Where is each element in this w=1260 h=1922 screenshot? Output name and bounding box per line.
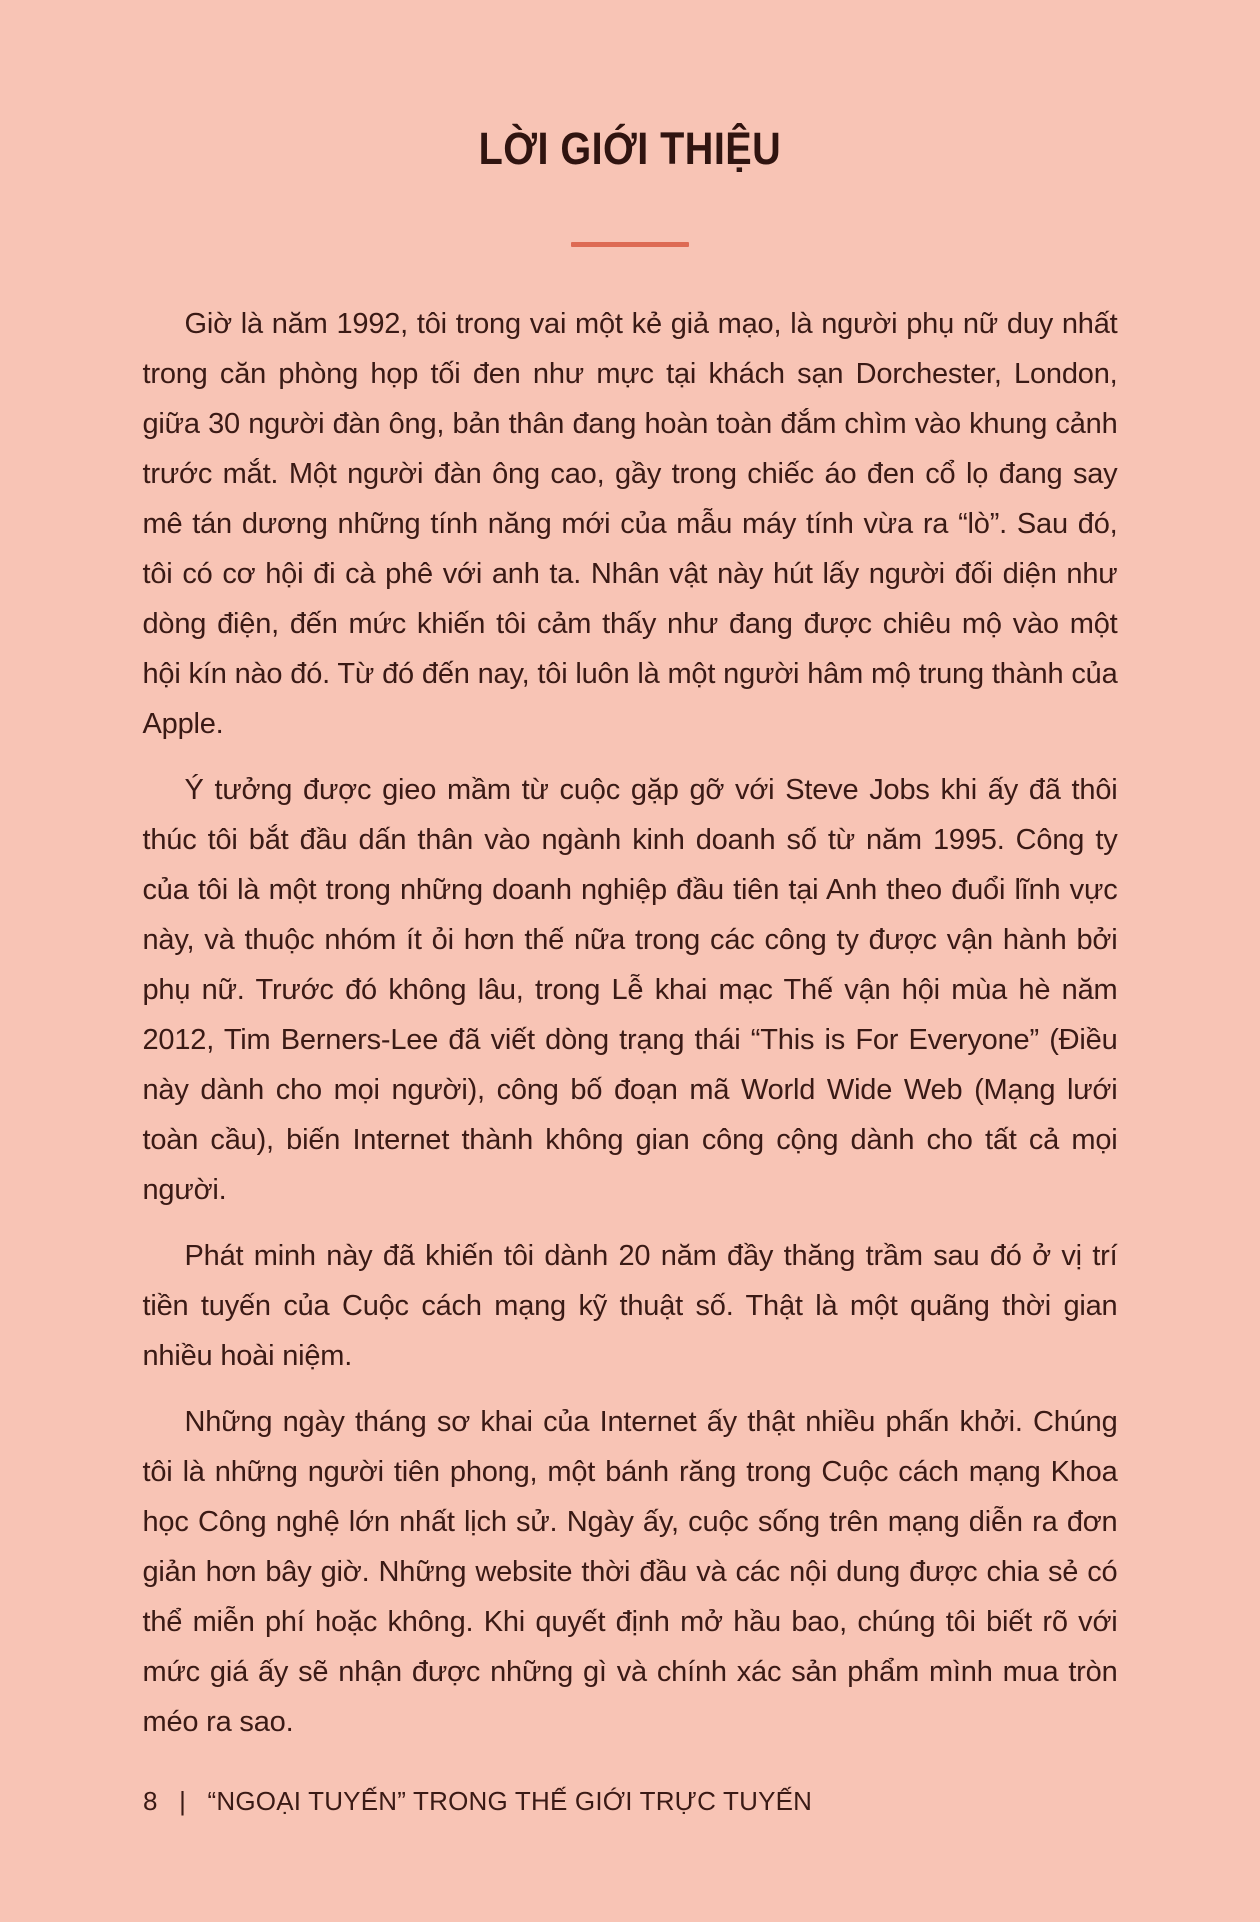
paragraph-4: Những ngày tháng sơ khai của Internet ấy thật nhiều phấn khởi. Chúng tôi là những người tiên phong, một bánh răng trong Cuộc cách mạng Khoa học Công nghệ lớn nhất lịch sử. Ngày ấy, cuộc sống trên mạng diễn ra đơn giản hơn bây giờ. Những website thời đầu và các nội dung được chia sẻ có thể miễn phí hoặc không. Khi quyết định mở hầu bao, chúng tôi biết rõ với mức giá ấy sẽ nhận được những gì và chính xác sản phẩm mình mua tròn méo ra sao. (142, 1406, 1118, 1738)
chapter-title-text: LỜI GIỚI THIỆU (478, 123, 782, 174)
footer-separator: | (179, 1786, 187, 1816)
running-title: “NGOẠI TUYẾN” TRONG THẾ GIỚI TRỰC TUYẾN (207, 1786, 813, 1816)
paragraph-3: Phát minh này đã khiến tôi dành 20 năm đầy thăng trầm sau đó ở vị trí tiền tuyến của Cuộc cách mạng kỹ thuật số. Thật là một quãng thời gian nhiều hoài niệm. (142, 1240, 1118, 1372)
chapter-title (0, 0, 1260, 176)
page-number: 8 (143, 1786, 158, 1816)
body-text (143, 299, 1118, 1747)
title-divider-rule (571, 242, 689, 247)
page-footer (143, 1786, 812, 1817)
paragraph-2: Ý tưởng được gieo mầm từ cuộc gặp gỡ với Steve Jobs khi ấy đã thôi thúc tôi bắt đầu dấn thân vào ngành kinh doanh số từ năm 1995. Công ty của tôi là một trong những doanh nghiệp đầu tiên tại Anh theo đuổi lĩnh vực này, và thuộc nhóm ít ỏi hơn thế nữa trong các công ty được vận hành bởi phụ nữ. Trước đó không lâu, trong Lễ khai mạc Thế vận hội mùa hè năm 2012, Tim Berners-Lee đã viết dòng trạng thái “This is For Everyone” (Điều này dành cho mọi người), công bố đoạn mã World Wide Web (Mạng lưới toàn cầu), biến Internet thành không gian công cộng dành cho tất cả mọi người. (142, 774, 1118, 1206)
paragraph-1: Giờ là năm 1992, tôi trong vai một kẻ giả mạo, là người phụ nữ duy nhất trong căn phòng họp tối đen như mực tại khách sạn Dorchester, London, giữa 30 người đàn ông, bản thân đang hoàn toàn đắm chìm vào khung cảnh trước mắt. Một người đàn ông cao, gầy trong chiếc áo đen cổ lọ đang say mê tán dương những tính năng mới của mẫu máy tính vừa ra “lò”. Sau đó, tôi có cơ hội đi cà phê với anh ta. Nhân vật này hút lấy người đối diện như dòng điện, đến mức khiến tôi cảm thấy như đang được chiêu mộ vào một hội kín nào đó. Từ đó đến nay, tôi luôn là một người hâm mộ trung thành của Apple. (142, 308, 1118, 740)
